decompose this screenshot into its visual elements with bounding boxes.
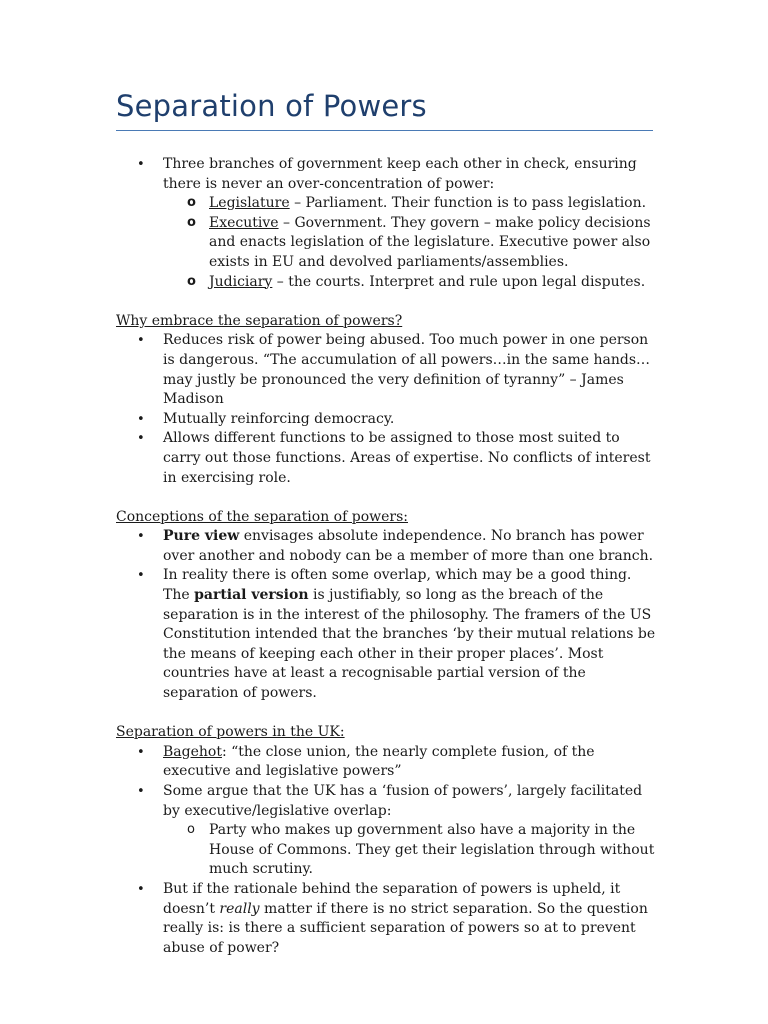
list-item: • Reduces risk of power being abused. Too much power in one person is dangerous. “The accumulation of all powers…in the same hands…may justly be pronounced the very definition of tyranny” – James Madison <box>116 331 656 409</box>
rationale-pre-text: But if the rationale behind the separation of powers is upheld, it doesn’t <box>163 880 621 917</box>
branch-text: – the courts. Interpret and rule upon legal disputes. <box>272 273 646 290</box>
list-item <box>163 273 656 293</box>
title-divider <box>116 130 653 131</box>
intro-list <box>116 155 656 292</box>
fusion-text: Some argue that the UK has a ‘fusion of powers’, largely facilitated by executive/legislative overlap: <box>163 783 643 819</box>
intro-bullet-text: Three branches of government keep each other in check, ensuring there is never an over-concentration of power: <box>163 156 637 192</box>
uk-heading: Separation of powers in the UK: <box>116 724 345 741</box>
list-item <box>116 743 656 782</box>
page-title: Separation of Powers <box>116 89 427 123</box>
partial-post-text: is justifiably, so long as the breach of the separation is in the interest of the philosophy. The framers of the US Constitution intended that the branches ‘by their mutual relations be the means of keeping each other in their proper places’. Most countries have at least a recognisable partial version of the separation of powers. <box>163 587 656 702</box>
pure-view-term: Pure view <box>163 528 240 545</box>
paragraph-gap <box>116 292 656 312</box>
list-item: o Party who makes up government also have a majority in the House of Commons. They get their legislation through without much scrutiny. <box>163 821 656 880</box>
branch-term: Judiciary <box>209 273 273 290</box>
list-item <box>116 782 656 880</box>
branch-text: – Parliament. Their function is to pass legislation. <box>289 195 647 212</box>
document-body <box>116 155 656 958</box>
list-item <box>116 155 656 292</box>
bagehot-term: Bagehot <box>163 743 222 760</box>
branches-list <box>163 194 656 292</box>
partial-pre-text: In reality there is often some overlap, which may be a good thing. The <box>163 567 632 604</box>
rationale-post-text: matter if there is no strict separation. So the question really is: is there a sufficient separation of powers so at to prevent abuse of power? <box>163 900 648 956</box>
list-item <box>163 214 656 273</box>
rationale-emphasis: really <box>219 900 260 917</box>
list-item <box>116 527 656 566</box>
bagehot-text: : “the close union, the nearly complete fusion, of the executive and legislative powers” <box>163 743 595 780</box>
pure-view-text: envisages absolute independence. No branch has power over another and nobody can be a member of more than one branch. <box>163 528 654 564</box>
partial-version-term: partial version <box>194 587 309 604</box>
conceptions-list <box>116 527 656 703</box>
list-item: • Mutually reinforcing democracy. <box>116 410 656 430</box>
uk-list <box>116 743 656 959</box>
paragraph-gap <box>116 488 656 508</box>
list-item: • Allows different functions to be assigned to those most suited to carry out those functions. Areas of expertise. No conflicts of interest in exercising role. <box>116 429 656 488</box>
list-item <box>116 566 656 703</box>
list-item <box>116 880 656 958</box>
fusion-sublist <box>163 821 656 880</box>
why-list <box>116 331 656 488</box>
branch-term: Legislature <box>209 195 290 212</box>
branch-text: – Government. They govern – make policy decisions and enacts legislation of the legislature. Executive power also exists in EU and devolved parliaments/assemblies. <box>209 214 651 270</box>
list-item <box>163 194 656 214</box>
paragraph-gap <box>116 704 656 724</box>
branch-term: Executive <box>209 214 279 231</box>
conceptions-heading: Conceptions of the separation of powers: <box>116 508 408 525</box>
why-heading: Why embrace the separation of powers? <box>116 312 403 329</box>
